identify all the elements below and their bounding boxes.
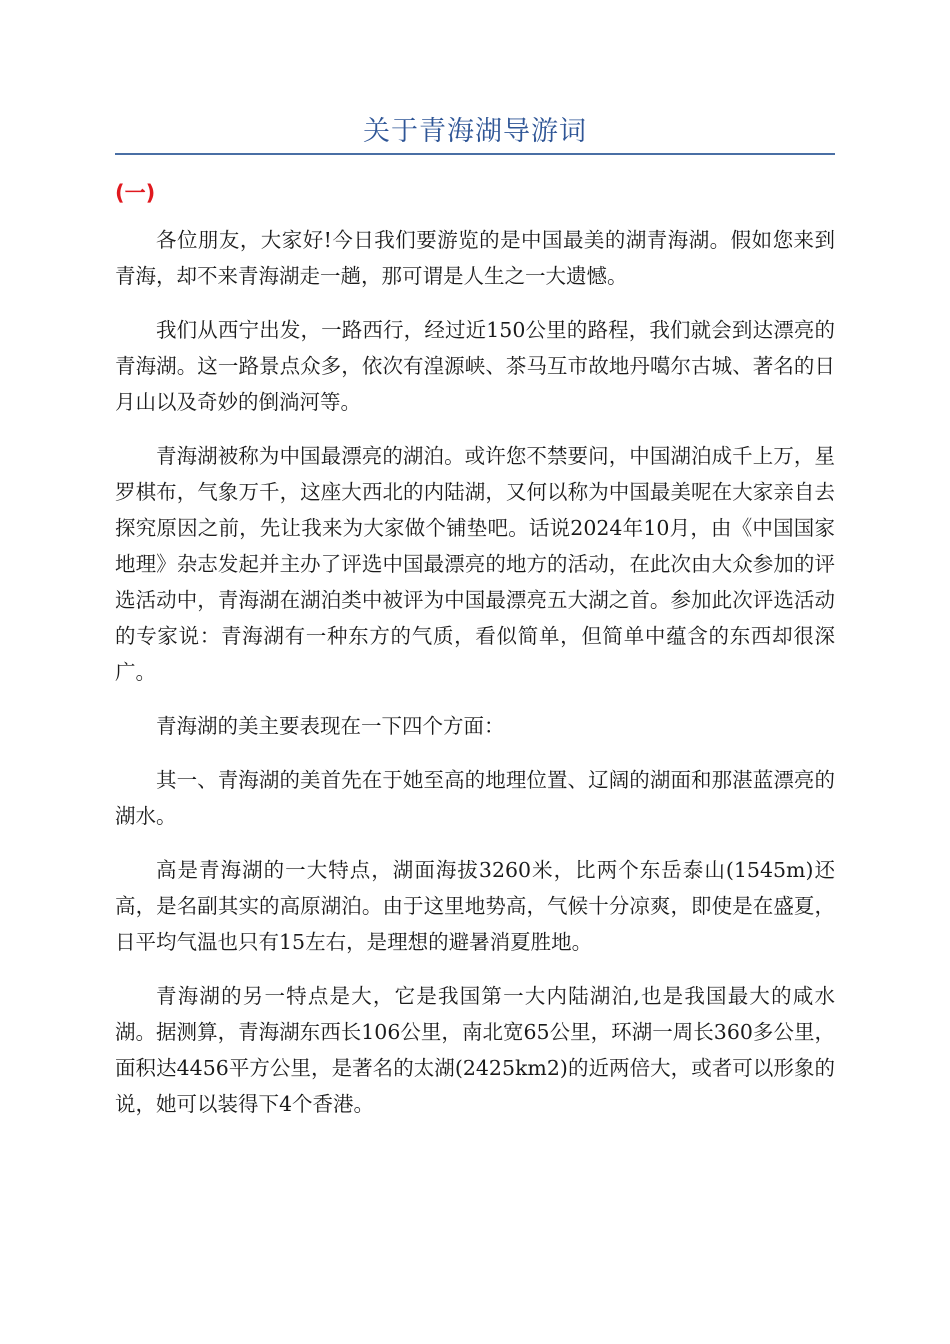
title-underline	[115, 153, 835, 155]
paragraph: 各位朋友，大家好!今日我们要游览的是中国最美的湖青海湖。假如您来到青海，却不来青海湖走一趟，那可谓是人生之一大遗憾。	[115, 228, 835, 288]
paragraph: 其一、青海湖的美首先在于她至高的地理位置、辽阔的湖面和那湛蓝漂亮的湖水。	[115, 768, 835, 828]
document-title: 关于青海湖导游词	[363, 116, 587, 147]
paragraph: 高是青海湖的一大特点，湖面海拔3260米，比两个东岳泰山(1545m)还高，是名副其实的高原湖泊。由于这里地势高，气候十分凉爽，即使是在盛夏，日平均气温也只有15左右，是理想的避暑消夏胜地。	[115, 858, 835, 954]
paragraph: 青海湖的美主要表现在一下四个方面：	[156, 714, 505, 738]
paragraph: 我们从西宁出发，一路西行，经过近150公里的路程，我们就会到达漂亮的青海湖。这一路景点众多，依次有湟源峡、茶马互市故地丹噶尔古城、著名的日月山以及奇妙的倒淌河等。	[115, 318, 835, 414]
paragraph: 青海湖被称为中国最漂亮的湖泊。或许您不禁要问，中国湖泊成千上万，星罗棋布，气象万千，这座大西北的内陆湖，又何以称为中国最美呢在大家亲自去探究原因之前，先让我来为大家做个铺垫吧。话说2024年10月，由《中国国家地理》杂志发起并主办了评选中国最漂亮的地方的活动，在此次由大众参加的评选活动中，青海湖在湖泊类中被评为中国最漂亮五大湖之首。参加此次评选活动的专家说：青海湖有一种东方的气质，看似简单，但简单中蕴含的东西却很深广。	[115, 444, 835, 684]
section-heading: (一)	[115, 181, 156, 205]
paragraph: 青海湖的另一特点是大，它是我国第一大内陆湖泊,也是我国最大的咸水湖。据测算，青海湖东西长106公里，南北宽65公里，环湖一周长360多公里，面积达4456平方公里，是著名的太湖(2425km2)的近两倍大，或者可以形象的说，她可以装得下4个香港。	[115, 984, 835, 1116]
body-text	[115, 222, 835, 1140]
